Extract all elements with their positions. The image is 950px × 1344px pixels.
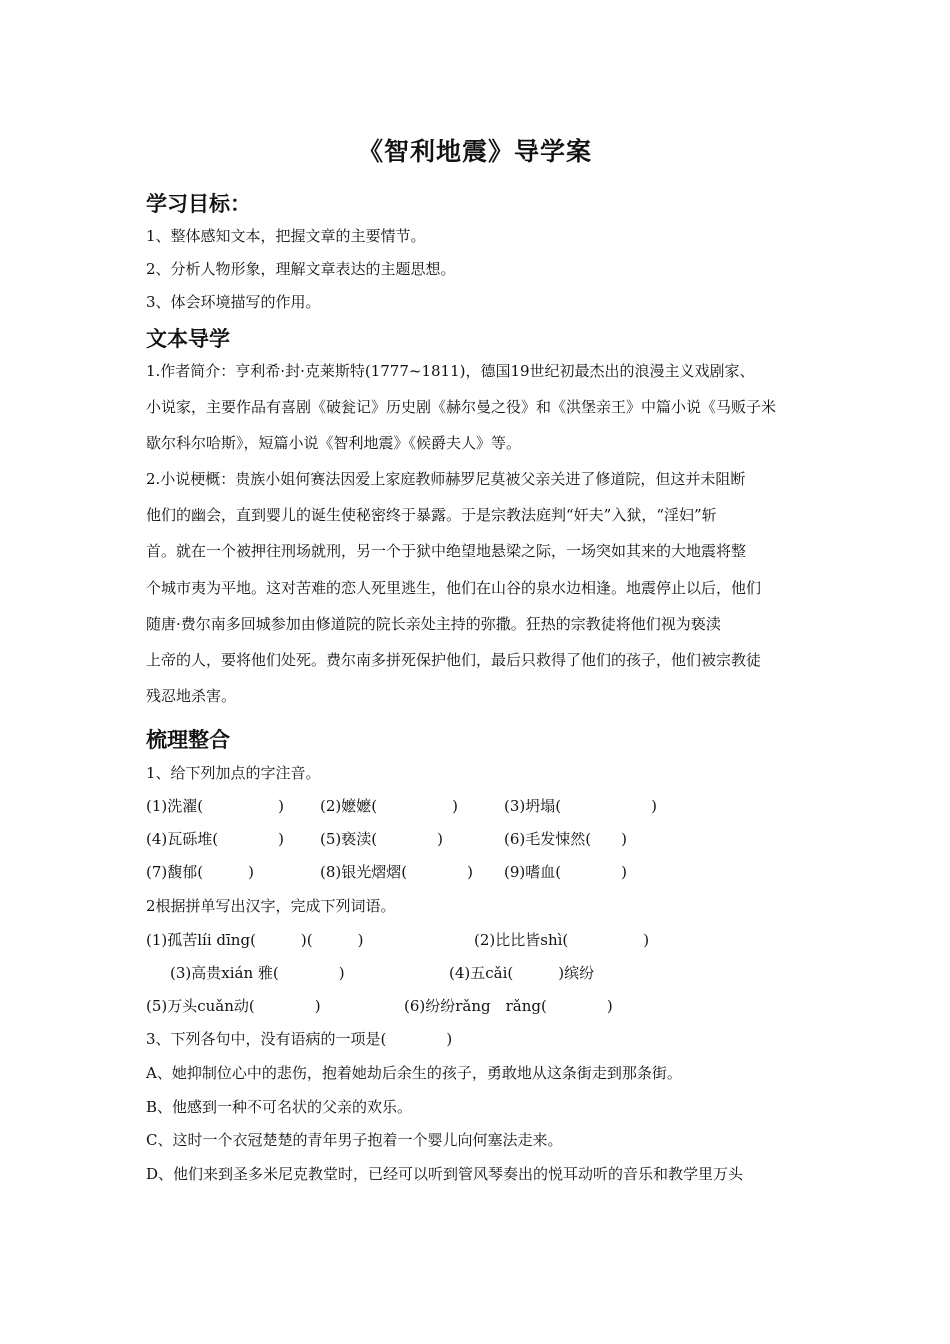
author-intro-line: 1.作者简介：亨利希·封·克莱斯特(1777~1811)，德国19世纪初最杰出的浪漫主义戏剧家、 [146,362,755,380]
summary-line: 残忍地杀害。 [146,687,237,706]
q3-option-c: C、这时一个衣冠楚楚的青年男子抱着一个婴儿向何塞法走来。 [146,1131,563,1149]
q2-prompt: 2根据拼单写出汉字，完成下列词语。 [146,897,396,915]
summary-line: 随唐·费尔南多回城参加由修道院的院长亲处主持的弥撒。狂热的宗教徒将他们视为亵渎 [146,614,721,633]
pinyin-item: (4)瓦砾堆( ) [146,830,284,848]
pinyin-item: (1)洗濯( ) [146,797,284,815]
guide-heading: 文本导学 [146,327,230,351]
pinyin-item: (7)馥郁( ) [146,863,254,881]
author-intro-line: 小说家，主要作品有喜剧《破瓮记》历史剧《赫尔曼之役》和《洪堡亲王》中篇小说《马贩子米 [146,398,777,417]
hanzi-item: (1)孤苦líi dīng( )( ) [146,931,364,949]
hanzi-item: (6)纷纷rǎng rǎng( ) [404,997,613,1015]
pinyin-item: (8)银光熠熠( ) [320,863,473,881]
hanzi-item: (5)万头cuǎn动( ) [146,997,321,1015]
goals-heading: 学习目标： [146,192,251,216]
author-intro-line: 歇尔科尔哈斯》，短篇小说《智利地震》《候爵夫人》等。 [146,434,522,453]
q3-option-b: B、他感到一种不可名状的父亲的欢乐。 [146,1098,413,1116]
q3-option-a: A、她抑制位心中的悲伤，抱着她劫后余生的孩子，勇敢地从这条街走到那条街。 [146,1064,682,1082]
pinyin-item: (5)亵渎( ) [320,830,443,848]
hanzi-item: (4)五cǎi( )缤纷 [449,964,595,982]
exercise-heading: 梳理整合 [146,728,230,752]
summary-line: 首。就在一个被押往刑场就刑，另一个于狱中绝望地悬梁之际，一场突如其来的大地震将整 [146,542,747,561]
q3-option-d: D、他们来到圣多米尼克教堂时，已经可以听到管风琴奏出的悦耳动听的音乐和教学里万头 [146,1165,744,1183]
goal-item: 2、分析人物形象，理解文章表达的主题思想。 [146,260,456,278]
pinyin-item: (9)嗜血( ) [504,863,627,881]
summary-line: 上帝的人，要将他们处死。费尔南多拼死保护他们，最后只救得了他们的孩子，他们被宗教徒 [146,651,762,670]
hanzi-item: (2)比比皆shì( ) [474,931,650,949]
author-intro [146,353,816,462]
hanzi-item: (3)高贵xián 雅( ) [170,964,345,982]
summary-line: 他们的幽会，直到婴儿的诞生使秘密终于暴露。于是宗教法庭判“奸夫”入狱，“淫妇”斩 [146,506,717,525]
q1-prompt: 1、给下列加点的字注音。 [146,764,321,782]
goal-item: 1、整体感知文本，把握文章的主要情节。 [146,227,426,245]
document-title: 《智利地震》导学案 [357,137,592,166]
goal-item: 3、体会环境描写的作用。 [146,293,321,311]
summary-line: 个城市夷为平地。这对苦难的恋人死里逃生，他们在山谷的泉水边相逢。地震停止以后，他们 [146,578,762,597]
summary-line: 2.小说梗概：贵族小姐何赛法因爱上家庭教师赫罗尼莫被父亲关进了修道院，但这并未阻断 [146,470,746,488]
pinyin-item: (6)毛发悚然( ) [504,830,627,848]
story-summary [146,461,816,714]
q3-prompt: 3、下列各句中，没有语病的一项是( ) [146,1030,453,1048]
pinyin-item: (3)坍塌( ) [504,797,657,815]
pinyin-item: (2)嬷嬷( ) [320,797,458,815]
